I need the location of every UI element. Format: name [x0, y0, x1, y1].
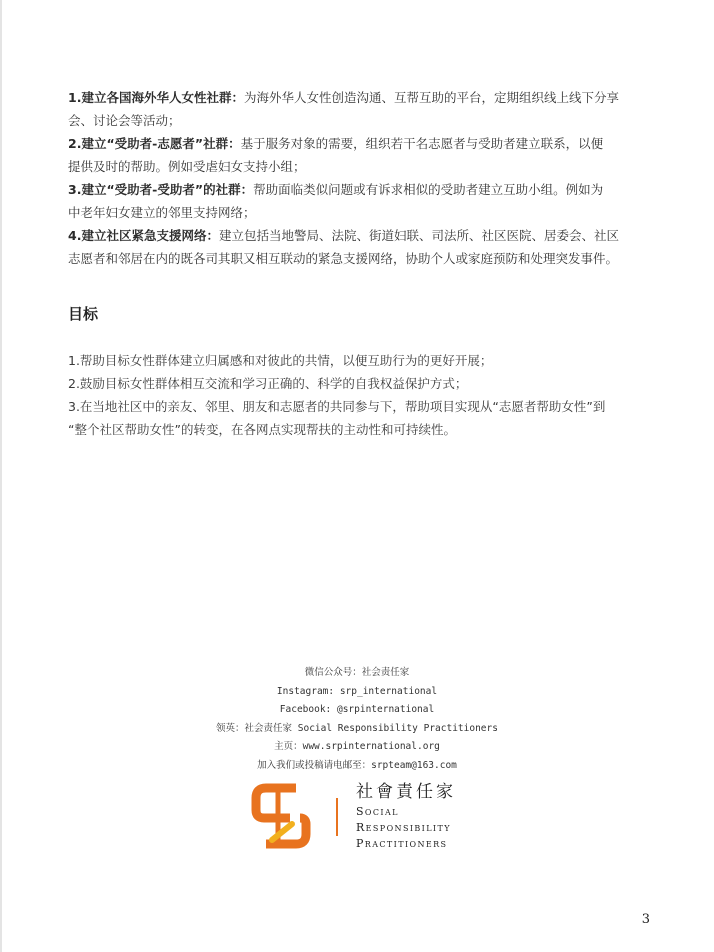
- item-title: 2.建立“受助者-志愿者”社群：: [68, 136, 241, 151]
- goal-line: 3.在当地社区中的亲友、邻里、朋友和志愿者的共同参与下，帮助项目实现从“志愿者帮助女性”到: [68, 399, 606, 414]
- homepage-link[interactable]: 主页：www.srpinternational.org: [274, 741, 440, 752]
- goal-line: 1.帮助目标女性群体建立归属感和对彼此的共情，以便互助行为的更好开展；: [68, 353, 493, 368]
- item-title: 4.建立社区紧急支援网络：: [68, 228, 219, 243]
- srp-logo-icon: [250, 780, 312, 852]
- item-line: 基于服务对象的需要，组织若干名志愿者与受助者建立联系，以便: [240, 136, 604, 151]
- item-line: 提供及时的帮助。例如受虐妇女支持小组；: [68, 159, 306, 174]
- item-line: 帮助面临类似问题或有诉求相似的受助者建立互助小组。例如为: [253, 182, 604, 197]
- instagram-link[interactable]: Instagram: srp_international: [276, 685, 438, 697]
- item-line: 志愿者和邻居在内的既各司其职又相互联动的紧急支援网络，协助个人或家庭预防和处理突发事件。: [68, 251, 619, 266]
- item-line: 建立包括当地警局、法院、街道妇联、司法所、社区医院、居委会、社区: [218, 228, 619, 243]
- community-item-4: [68, 224, 658, 270]
- logo-english-line: Social: [356, 805, 399, 818]
- logo-chinese-name: 社會責任家: [356, 782, 456, 802]
- logo-separator: [336, 798, 338, 836]
- goal-line: 2.鼓励目标女性群体相互交流和学习正确的、科学的自我权益保护方式；: [68, 376, 468, 391]
- logo-text: [356, 780, 456, 852]
- community-item-1: [68, 86, 658, 132]
- page-edge: [0, 0, 2, 952]
- item-title: 1.建立各国海外华人女性社群：: [68, 90, 244, 105]
- main-content: [68, 86, 658, 441]
- item-line: 会、讨论会等活动；: [68, 113, 181, 128]
- linkedin-text[interactable]: 领英：社会责任家 Social Responsibility Practitioners: [216, 722, 498, 734]
- footer-contact: [0, 664, 714, 775]
- logo-english-line: Responsibility: [356, 821, 451, 834]
- page-number: 3: [641, 912, 650, 927]
- item-title: 3.建立“受助者-受助者”的社群：: [68, 182, 254, 197]
- community-item-3: [68, 178, 658, 224]
- wechat-text: 微信公众号：社会责任家: [304, 667, 410, 678]
- srp-logo: [250, 778, 480, 858]
- facebook-link[interactable]: Facebook: @srpinternational: [279, 704, 435, 715]
- item-line: 中老年妇女建立的邻里支持网络；: [68, 205, 256, 220]
- goal-line: “整个社区帮助女性”的转变，在各网点实现帮扶的主动性和可持续性。: [68, 422, 456, 437]
- goals-heading: 目标: [68, 305, 99, 323]
- item-line: 为海外华人女性创造沟通、互帮互助的平台，定期组织线上线下分享: [243, 90, 619, 105]
- email-text[interactable]: 加入我们或投稿请电邮至：srpteam@163.com: [257, 759, 457, 771]
- community-item-2: [68, 132, 658, 178]
- logo-english-line: Practitioners: [356, 837, 448, 850]
